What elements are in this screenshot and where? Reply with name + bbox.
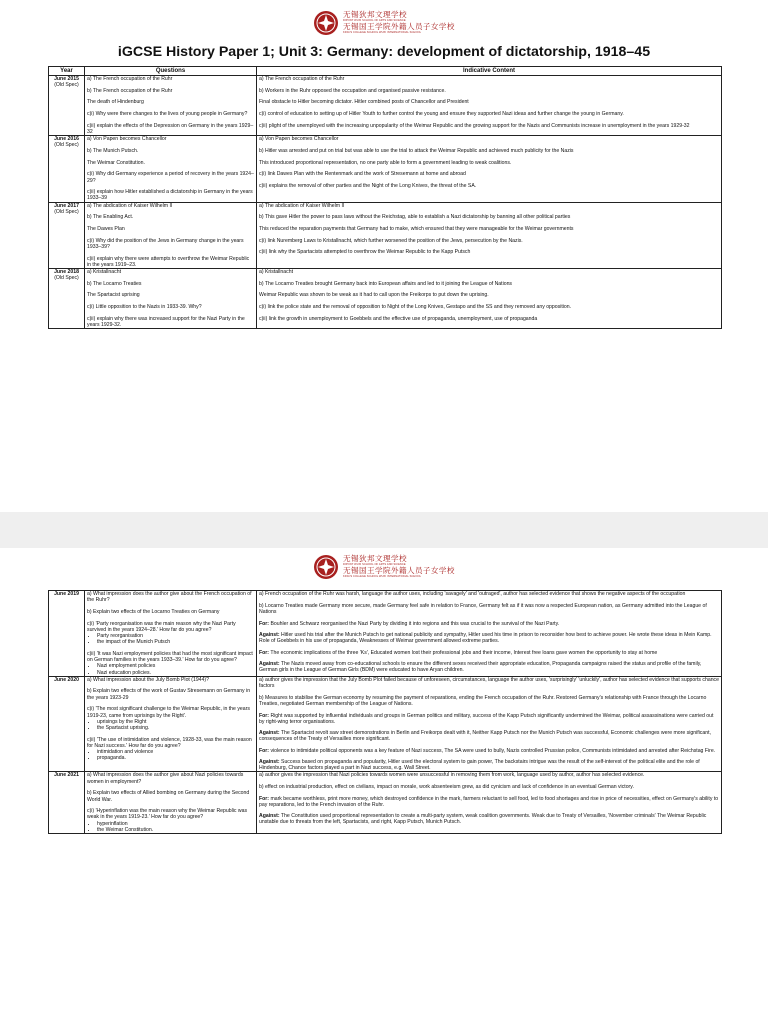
question-text: c)ii) explain how Hitler established a dictatorship in Germany in the years 1933–39	[87, 189, 253, 202]
answer-block	[259, 621, 719, 645]
answer-body: b) Hitler was arrested and put on trial but was able to use the trial to attack the Weimar Republic and achieved much publicity for the Nazis	[259, 147, 574, 154]
answer-body: b) effect on industrial production, effect on civilians, impact on morale, work absenteeism grew, as did cynicism and lack of confidence in an eventual German victory.	[259, 784, 634, 791]
question-text: c)ii) explain why there was increased support for the Nazi Party in the years 1929-32.	[87, 315, 245, 329]
answer-block	[259, 88, 719, 94]
answer-label: Against:	[259, 631, 280, 638]
answer-block	[259, 677, 719, 689]
answer-text	[259, 88, 719, 94]
school-name-cn: 无锡狄邦文理学校	[343, 554, 407, 564]
year-label: June 2021	[54, 772, 79, 779]
content-cell	[257, 136, 722, 202]
question-text: a) Von Papen becomes Chancellor	[87, 136, 167, 143]
question-block	[87, 304, 254, 310]
answer-text-2	[259, 730, 719, 742]
questions-cell	[85, 269, 257, 329]
answer-body: a) Von Papen becomes Chancellor	[259, 136, 339, 143]
content-cell	[257, 591, 722, 677]
answer-body: c)i) link the police state and the removal of opposition to Night of the Long Knives, Gestapo and the SS and they removed any opposition.	[259, 304, 572, 311]
answer-text	[259, 136, 719, 142]
spec-label: (Old Spec)	[54, 142, 79, 149]
document-page-2	[0, 548, 768, 1024]
answer-text	[259, 281, 719, 287]
answer-label: For:	[259, 649, 269, 656]
answer-label: Against:	[259, 759, 280, 766]
question-text: The Weimar Constitution.	[87, 159, 145, 166]
answer-body: The Constitution used proportional representation to create a multi-party system, weak coalition governments. Weak due to Treaty of Versailles, 'November criminals' The Weimar Republic unstable due to threats from the left, Spartacists, and right, Kapp Putsch, Munich Putsch.	[259, 813, 707, 826]
answer-body: c)ii) link why the Spartacists attempted to overthrow the Weimar Republic to the Kapp Putsch	[259, 249, 471, 256]
answer-body: b) This gave Hitler the power to pass laws without the Reichstag, able to establish a Nazi dictatorship by banning all other political parties	[259, 214, 571, 221]
answer-block	[259, 183, 719, 189]
table-row	[49, 591, 722, 677]
answer-block	[259, 796, 719, 826]
question-text: c)i) 'Party reorganisation was the main reason why the Nazi Party survived in the years 1924–28.' How far do you agree?	[87, 620, 236, 633]
question-block	[87, 651, 254, 676]
question-text: b) Explain two effects of Allied bombing on Germany during the Second World War.	[87, 790, 250, 803]
questions-cell	[85, 772, 257, 834]
answer-block	[259, 784, 719, 790]
questions-cell	[85, 591, 257, 677]
school-name-cn-2: 无锡国王学院外籍人员子女学校	[343, 22, 455, 31]
question-text: b) Explain two effects of the work of Gustav Stresemann on Germany in the years 1923-29	[87, 688, 251, 701]
answer-block	[259, 214, 719, 220]
question-text: b) Explain two effects of the Locarno Treaties on Germany	[87, 608, 220, 615]
question-block	[87, 609, 254, 615]
question-text: a) The abdication of Kaiser Wilhelm II	[87, 202, 173, 209]
question-block	[87, 772, 254, 784]
year-cell	[49, 76, 85, 136]
answer-block	[259, 249, 719, 255]
question-text: The Spartacist uprising	[87, 292, 140, 299]
question-block	[87, 256, 254, 268]
school-name-cn: 无锡狄邦文理学校	[343, 10, 407, 20]
spec-label: (Old Spec)	[54, 275, 79, 282]
answer-body: c)ii) explains the removal of other parties and the Night of the Long Knives, the threat of the SA.	[259, 183, 477, 190]
bullet-item: • intimidation and violence	[97, 749, 254, 755]
answer-text	[259, 304, 719, 310]
question-block	[87, 292, 254, 298]
answer-block	[259, 316, 719, 322]
questions-cell	[85, 676, 257, 772]
question-bullets	[87, 663, 254, 675]
answer-text-2	[259, 759, 719, 771]
question-block	[87, 621, 254, 646]
answer-text	[259, 748, 719, 754]
answer-block	[259, 304, 719, 310]
answer-text-2	[259, 813, 719, 825]
question-block	[87, 203, 254, 209]
table-row	[49, 76, 722, 136]
question-text: The death of Hindenburg	[87, 99, 144, 106]
answer-block	[259, 203, 719, 209]
answer-text	[259, 183, 719, 189]
answer-block	[259, 269, 719, 275]
school-logo-2	[313, 554, 455, 580]
answer-text	[259, 203, 719, 209]
answer-text	[259, 148, 719, 154]
answer-block	[259, 148, 719, 154]
answer-body: The Nazis moved away from co-educational schools to ensure the different sexes received their appropriate education, Propaganda campaigns raised the status and profile of the family, German girls in the League of German Girls (BDM) were educated to have Aryan children.	[259, 660, 702, 674]
question-text: b) The Locarno Treaties	[87, 280, 142, 287]
question-text: a) What impression does the author give about Nazi policies towards women in employment?	[87, 772, 244, 785]
question-block	[87, 189, 254, 201]
bullet-item: • Nazi employment policies	[97, 663, 254, 669]
question-text: c)i) Why did Germany experience a period of recovery in the years 1924–29?	[87, 171, 254, 184]
answer-block	[259, 603, 719, 615]
answer-block	[259, 76, 719, 82]
answer-body: a) author gives the impression that the July Bomb Plot failed because of unforeseen, circumstances, language the author uses, 'surprisingly' 'unluckily', author has selected evidence that supports chance factors	[259, 676, 719, 689]
answer-text	[259, 99, 719, 105]
question-block	[87, 737, 254, 762]
year-cell	[49, 136, 85, 202]
question-bullets	[87, 821, 254, 833]
answer-block	[259, 160, 719, 166]
answer-block	[259, 171, 719, 177]
year-label: June 2020	[54, 676, 79, 683]
answer-text	[259, 784, 719, 790]
answer-body: This reduced the reparation payments that Germany had to make, which ensured that they were manageable for the Weimar governments	[259, 226, 574, 233]
questions-cell	[85, 136, 257, 202]
answer-body: b) Measures to stabilise the German economy by resuming the payment of reparations, ending the French occupation of the Ruhr. Restored Germany's relationship with France through the Locarno Treaties, negotiated German membership of the League of Nations.	[259, 694, 707, 707]
bullet-item: • propaganda.	[97, 755, 254, 761]
question-block	[87, 111, 254, 117]
answer-block	[259, 123, 719, 129]
question-block	[87, 688, 254, 700]
header-content: Indicative Content	[257, 67, 722, 76]
answer-body: Final obstacle to Hitler becoming dictator. Hitler combined posts of Chancellor and President	[259, 99, 469, 106]
year-label: June 2015	[54, 76, 79, 82]
answer-text	[259, 238, 719, 244]
answer-body: a) The abdication of Kaiser Wilhelm II	[259, 202, 345, 209]
bullet-item: • Party reorganisation	[97, 633, 254, 639]
answer-body: a) Kristallnacht	[259, 269, 293, 276]
answer-block	[259, 99, 719, 105]
answer-body: b) Workers in the Ruhr opposed the occupation and organised passive resistance.	[259, 87, 446, 94]
answer-block	[259, 591, 719, 597]
answer-text-2	[259, 632, 719, 644]
question-block	[87, 136, 254, 142]
content-cell	[257, 676, 722, 772]
question-block	[87, 316, 254, 328]
question-block	[87, 808, 254, 833]
answer-body: Success based on propaganda and popularity, Hitler used the electoral system to gain power, The backstairs intrigue was the result of the self-interest of the political elite and the role of Hindenburg, Chance factors played a part in Nazi success, e.g. Wall Street.	[259, 759, 700, 772]
answer-text	[259, 123, 719, 129]
answer-body: The Spartacist revolt saw street demonstrations in Berlin and Freikorps dealt with it, Neither Kapp Putsch nor the Munich Putsch was successful, Economic challenges were more significant, consequences of the Treaty of Versailles more significant.	[259, 729, 711, 743]
answer-body: a) French occupation of the Ruhr was harsh, language the author uses, including 'savagely' and 'outraged', author has selected evidence that shows the negative aspects of the occupation	[259, 591, 686, 597]
year-label: June 2019	[54, 591, 79, 597]
school-name-en-1: DIPONT WUXI SCHOOL OF ARTS AND SCIENCE	[343, 563, 406, 567]
question-text: a) What impression about the July Bomb Plot (1944)?	[87, 676, 210, 683]
bullet-item: • the impact of the Munich Putsch	[97, 639, 254, 645]
question-text: b) The Enabling Act.	[87, 214, 134, 221]
question-block	[87, 148, 254, 154]
questions-table-page-2	[48, 590, 722, 834]
answer-block	[259, 238, 719, 244]
questions-cell	[85, 202, 257, 268]
content-cell	[257, 202, 722, 268]
answer-body: c)ii) plight of the unemployed with the increasing unpopularity of the Weimar Republic and the growing support for the Nazis and Communists increase in unemployment in the years 1929-32	[259, 122, 690, 129]
question-text: c)i) Why did the position of the Jews in Germany change in the years 1933–39?	[87, 237, 244, 250]
answer-text	[259, 591, 719, 597]
answer-text	[259, 269, 719, 275]
answer-block	[259, 136, 719, 142]
question-text: c)ii) 'It was Nazi employment policies that had the most significant impact on German families in the years 1933–39.' How far do you agree?	[87, 650, 253, 664]
answer-body: The economic implications of the three 'Ks', Educated women lost their professional jobs and their income, Interest free loans gave women the opportunity to stay at home	[270, 649, 658, 656]
bullet-item: • Nazi education policies.	[97, 670, 254, 676]
answer-text	[259, 160, 719, 166]
answer-block	[259, 292, 719, 298]
bullet-item: • uprisings by the Right	[97, 719, 254, 725]
question-block	[87, 171, 254, 183]
answer-block	[259, 713, 719, 743]
question-text: a) Kristallnacht	[87, 269, 121, 276]
question-text: a) What impression does the author give about the French occupation of the Ruhr?	[87, 591, 252, 604]
answer-block	[259, 695, 719, 707]
question-bullets	[87, 749, 254, 761]
page-gap	[0, 512, 768, 548]
answer-text	[259, 650, 719, 656]
bullet-item: • hyperinflation	[97, 821, 254, 827]
question-block	[87, 238, 254, 250]
answer-body: b) The Locarno Treaties brought Germany back into European affairs and led to it joining the League of Nations	[259, 280, 513, 287]
question-text: c)i) Why were there changes to the lives of young people in Germany?	[87, 111, 248, 118]
content-cell	[257, 76, 722, 136]
answer-text	[259, 111, 719, 117]
answer-body: b) Locarno Treaties made Germany more secure, made Germany feel safe in relation to France, Germany felt as if it was now a respected European nation, as Germany admitted into the League of Nations	[259, 602, 707, 615]
school-crest-icon	[313, 10, 339, 36]
answer-block	[259, 650, 719, 674]
table-row	[49, 136, 722, 202]
answer-block	[259, 748, 719, 772]
question-block	[87, 88, 254, 94]
answer-body: Weimar Republic was shown to be weak as it had to call upon the Freikorps to put down the uprising.	[259, 292, 489, 299]
table-row	[49, 202, 722, 268]
answer-text	[259, 772, 719, 778]
bullet-item: • the Weimar Constitution.	[97, 827, 254, 833]
answer-body: mark became worthless, print more money, which destroyed confidence in the mark, farmers reluctant to sell food, led to food shortages and rise in price of necessities, effect on Germany's ability to pay reparations, led to the French invasion of the Ruhr.	[259, 795, 719, 809]
answer-text	[259, 292, 719, 298]
school-name-en-1: DIPONT WUXI SCHOOL OF ARTS AND SCIENCE	[343, 19, 406, 23]
answer-text	[259, 76, 719, 82]
answer-body: c)i) link Nuremberg Laws to Kristallnacht, which further worsened the position of the Jews, persecution by the Nazis.	[259, 237, 523, 244]
answer-text	[259, 695, 719, 707]
table-row	[49, 772, 722, 834]
table-header-row	[49, 67, 722, 76]
question-text: c)ii) explain why there were attempts to overthrow the Weimar Republic in the years 1919–23.	[87, 255, 250, 268]
questions-table-page-1	[48, 66, 722, 329]
school-logo	[313, 10, 455, 36]
question-text: c)ii) explain the effects of the Depression on Germany in the years 1929–32	[87, 122, 254, 136]
answer-text	[259, 316, 719, 322]
spec-label: (Old Spec)	[54, 82, 79, 89]
answer-body: Right was supported by influential individuals and groups in German politics and military, success of the Kapp Putsch significantly undermined the Weimar, political assassinations were carried out by right-wing terror organisations.	[259, 712, 714, 725]
question-block	[87, 99, 254, 105]
answer-body: c)i) link Dawes Plan with the Rentenmark and the work of Stresemann at home and abroad	[259, 171, 466, 178]
question-block	[87, 591, 254, 603]
answer-label: For:	[259, 747, 269, 754]
answer-label: Against:	[259, 660, 280, 667]
header-questions: Questions	[85, 67, 257, 76]
answer-label: For:	[259, 795, 269, 802]
question-block	[87, 706, 254, 731]
question-bullets	[87, 633, 254, 645]
question-block	[87, 226, 254, 232]
school-name-en-2: KING'S COLLEGE SCHOOL WUXI INTERNATIONAL SCHOOL	[343, 30, 422, 34]
questions-cell	[85, 76, 257, 136]
question-block	[87, 677, 254, 683]
year-cell	[49, 772, 85, 834]
answer-label: For:	[259, 620, 269, 627]
table-row	[49, 676, 722, 772]
answer-body: c)i) control of education to setting up of Hitler Youth to further control the young and ensure they supported Nazi ideas and further change the young in Germany.	[259, 111, 624, 118]
year-cell	[49, 202, 85, 268]
table-row	[49, 269, 722, 329]
answer-body: Hitler used his trial after the Munich Putsch to get national publicity and sympathy, Hitler used his time in prison to reconsider how best to achieve power. He wrote these ideas in Mein Kamp. Role of Goebbels in his use of propaganda, Weaknesses of Weimar government allowed extreme parties.	[259, 631, 712, 645]
question-text: c)ii) 'The use of intimidation and violence, 1928-33, was the main reason for Nazi success.' How far do you agree?	[87, 736, 252, 749]
page-title: iGCSE History Paper 1; Unit 3: Germany: development of dictatorship, 1918–45	[117, 44, 651, 60]
year-label: June 2017	[54, 202, 79, 209]
answer-block	[259, 111, 719, 117]
answer-label: Against:	[259, 813, 280, 820]
answer-block	[259, 772, 719, 778]
year-label: June 2018	[54, 269, 79, 276]
bullet-item: • the Spartacist uprising.	[97, 725, 254, 731]
question-block	[87, 269, 254, 275]
question-block	[87, 281, 254, 287]
answer-text	[259, 171, 719, 177]
year-cell	[49, 591, 85, 677]
question-block	[87, 76, 254, 82]
answer-text	[259, 603, 719, 615]
answer-block	[259, 226, 719, 232]
content-cell	[257, 772, 722, 834]
school-name-cn-2: 无锡国王学院外籍人员子女学校	[343, 566, 455, 575]
answer-text	[259, 226, 719, 232]
question-text: c)i) Little opposition to the Nazis in 1933-39. Why?	[87, 304, 202, 311]
question-text: The Dawes Plan	[87, 226, 125, 233]
answer-body: a) author gives the impression that Nazi policies towards women were unsuccessful in removing them from work, language used by author, author has selected evidence.	[259, 772, 645, 779]
question-block	[87, 123, 254, 135]
answer-text-2	[259, 661, 719, 673]
question-text: c)i) 'Hyperinflation was the main reason why the Weimar Republic was weak in the years 1919-23.' How far do you agree?	[87, 808, 248, 821]
answer-block	[259, 281, 719, 287]
year-cell	[49, 676, 85, 772]
answer-label: For:	[259, 712, 269, 719]
question-block	[87, 790, 254, 802]
school-name-en-2: KING'S COLLEGE SCHOOL WUXI INTERNATIONAL SCHOOL	[343, 574, 422, 578]
year-cell	[49, 269, 85, 329]
answer-text	[259, 214, 719, 220]
question-text: a) The French occupation of the Ruhr	[87, 76, 173, 82]
answer-text	[259, 713, 719, 725]
school-crest-icon	[313, 554, 339, 580]
header-year: Year	[49, 67, 85, 76]
answer-text	[259, 677, 719, 689]
question-block	[87, 160, 254, 166]
answer-body: c)ii) link the growth in unemployment to Goebbels and the effective use of propaganda, unemployment, use of propaganda	[259, 315, 538, 322]
question-text: b) The Munich Putsch.	[87, 147, 139, 154]
answer-body: violence to intimidate political opponents was a key feature of Nazi success, The SA were used to bully, Nazis controlled Prussian police, Communists intimidated and arrested after Reichstag Fire.	[270, 747, 716, 754]
answer-body: Bouhler and Schwarz reorganised the Nazi Party by dividing it into regions and this was crucial to the survival of the Nazi Party.	[270, 620, 560, 627]
question-text: c)i) 'The most significant challenge to the Weimar Republic, in the years 1919-23, came from uprisings by the Right'.	[87, 706, 250, 719]
question-text: b) The French occupation of the Ruhr	[87, 87, 173, 94]
spec-label: (Old Spec)	[54, 208, 79, 215]
content-cell	[257, 269, 722, 329]
answer-body: This introduced proportional representation, no one party able to form a government leading to weak coalitions.	[259, 159, 512, 166]
answer-label: Against:	[259, 729, 280, 736]
question-bullets	[87, 719, 254, 731]
answer-text	[259, 796, 719, 808]
year-label: June 2016	[54, 136, 79, 143]
answer-text	[259, 249, 719, 255]
answer-body: a) The French occupation of the Ruhr	[259, 76, 345, 82]
question-block	[87, 214, 254, 220]
